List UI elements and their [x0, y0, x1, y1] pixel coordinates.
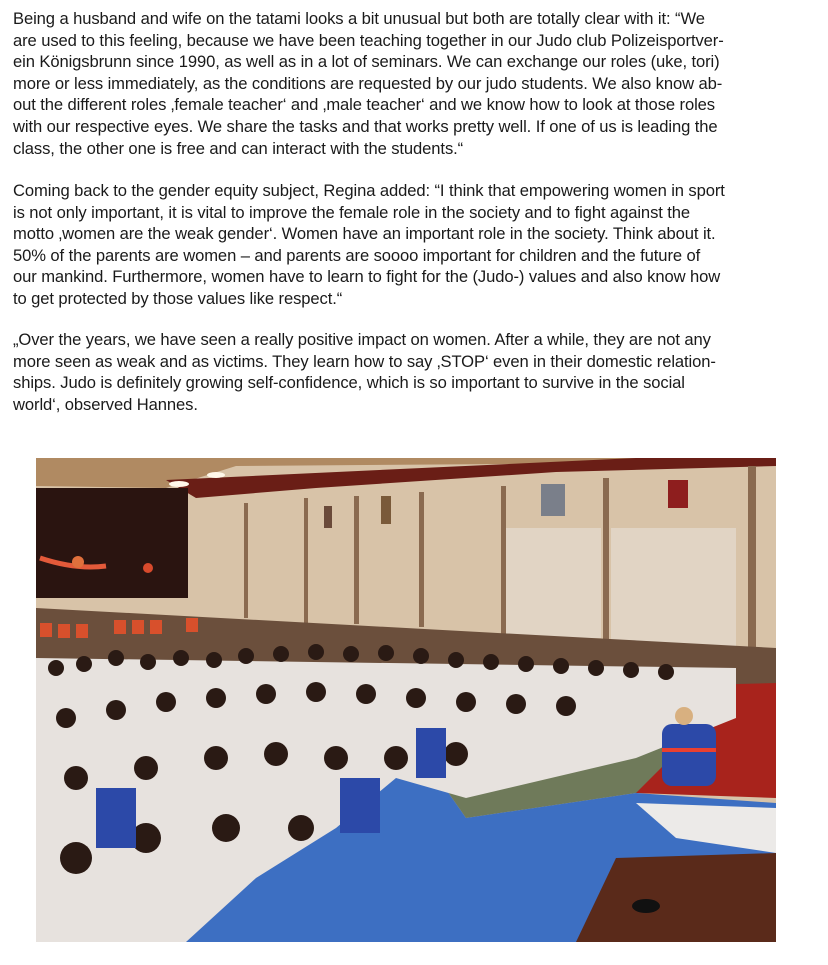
student-blue-judogi [340, 778, 380, 833]
article-paragraph-2 [13, 180, 813, 310]
text-line: to get protected by those values like respect.“ [13, 288, 343, 308]
judo-hall-illustration [36, 458, 776, 942]
judo-class-photo [36, 458, 776, 942]
student-blue-judogi [96, 788, 136, 848]
mat-object [632, 899, 660, 913]
ceiling-light [169, 481, 189, 487]
article-paragraph-3 [13, 329, 813, 415]
balloon [143, 563, 153, 573]
text-line: world‘, observed Hannes. [13, 394, 198, 414]
curtain [611, 528, 736, 658]
text-line: more or less immediately, as the conditions are requested by our judo students. We also know ab- [13, 73, 723, 93]
wall-emblem [668, 480, 688, 508]
text-line: motto ‚women are the weak gender‘. Women have an important role in the society. Think about it. [13, 224, 716, 244]
text-line: „Over the years, we have seen a really positive impact on women. After a while, they are not any [13, 330, 711, 349]
text-line: more seen as weak and as victims. They learn how to say ‚STOP‘ even in their domestic relation- [13, 351, 716, 371]
text-line: class, the other one is free and can interact with the students.“ [13, 138, 464, 158]
wall-poster [541, 484, 565, 516]
student-blue-judogi [416, 728, 446, 778]
stage-backdrop [36, 488, 188, 598]
article-paragraph-1 [13, 8, 813, 159]
text-line: is not only important, it is vital to improve the female role in the society and to fight against the [13, 202, 691, 222]
wall-poster [381, 496, 391, 524]
curtain [506, 528, 601, 638]
text-line: our mankind. Furthermore, women have to learn to fight for the (Judo-) values and also know how [13, 267, 721, 287]
ceiling-light [207, 472, 225, 478]
text-line: are used to this feeling, because we have been teaching together in our Judo club Polizeisportver- [13, 30, 724, 50]
text-line: out the different roles ‚female teacher‘ and ‚male teacher‘ and we know how to look at those roles [13, 95, 715, 115]
text-line: 50% of the parents are women – and parents are soooo important for children and the future of [13, 245, 701, 265]
wall-poster [324, 506, 332, 528]
text-line: with our respective eyes. We share the tasks and that works pretty well. If one of us is leading the [13, 116, 718, 136]
text-line: Coming back to the gender equity subject, Regina added: “I think that empowering women in sport [13, 181, 725, 200]
text-line: Being a husband and wife on the tatami looks a bit unusual but both are totally clear with it: “We [13, 9, 705, 28]
text-line: ships. Judo is definitely growing self-confidence, which is so important to survive in the social [13, 373, 685, 393]
text-line: ein Königsbrunn since 1990, as well as in a lot of seminars. We can exchange our roles (uke, tori) [13, 52, 720, 72]
balloon [72, 556, 84, 568]
